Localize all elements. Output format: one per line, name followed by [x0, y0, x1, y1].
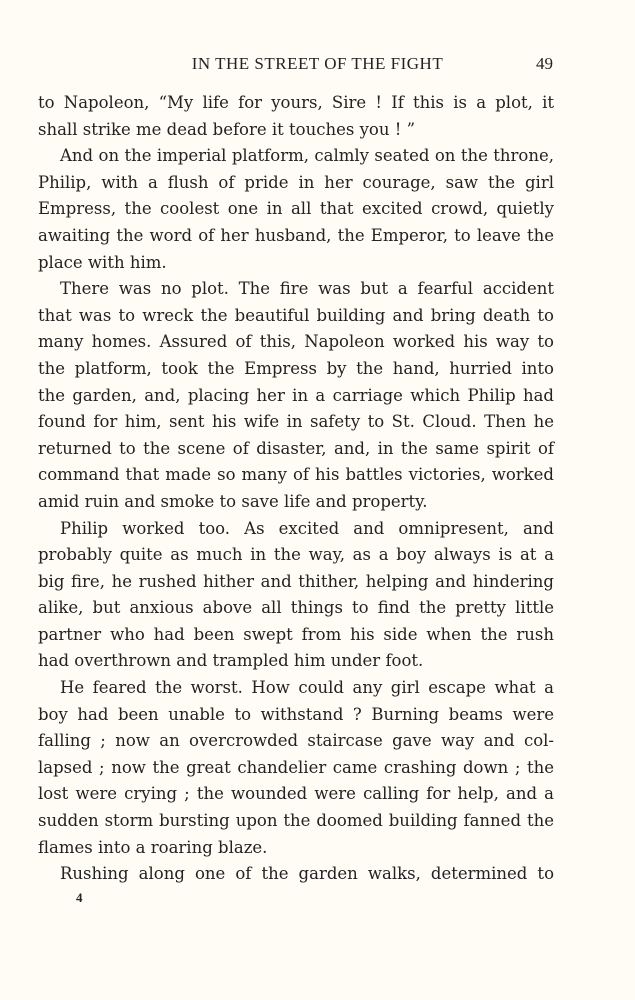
text-line: amid ruin and smoke to save life and property. — [38, 491, 428, 511]
text-line: flames into a roaring blaze. — [38, 837, 268, 857]
signature-mark: 4 — [76, 890, 83, 905]
text-line: found for him, sent his wife in safety to St. Cloud. Then he — [38, 412, 554, 432]
text-line: probably quite as much in the way, as a boy always is at a — [38, 545, 554, 565]
text-line: And on the imperial platform, calmly seated on the throne, — [60, 146, 554, 166]
page-number: 49 — [536, 54, 553, 73]
running-head: IN THE STREET OF THE FIGHT — [191, 54, 444, 73]
text-line: falling ; now an overcrowded staircase gave way and col- — [38, 731, 554, 751]
text-line: lapsed ; now the great chandelier came crashing down ; the — [38, 757, 554, 777]
text-line: shall strike me dead before it touches you ! ” — [38, 119, 416, 139]
text-line: Philip worked too. As excited and omnipresent, and — [60, 518, 554, 538]
text-line: the platform, took the Empress by the hand, hurried into — [38, 358, 554, 378]
text-line: to Napoleon, “My life for yours, Sire ! If this is a plot, it — [38, 93, 554, 112]
text-line: partner who had been swept from his side when the rush — [38, 624, 554, 644]
text-line: returned to the scene of disaster, and, in the same spirit of — [38, 438, 554, 458]
text-line: boy had been unable to withstand ? Burning beams were — [38, 704, 554, 724]
text-line: He feared the worst. How could any girl escape what a — [60, 678, 554, 698]
text-line: that was to wreck the beautiful building and bring death to — [38, 305, 554, 325]
text-line: the garden, and, placing her in a carriage which Philip had — [38, 385, 554, 405]
text-line: command that made so many of his battles victories, worked — [38, 465, 554, 485]
text-line: many homes. Assured of this, Napoleon worked his way to — [38, 332, 554, 352]
text-line: awaiting the word of her husband, the Emperor, to leave the — [38, 225, 554, 245]
body-text — [38, 90, 554, 888]
text-line: lost were crying ; the wounded were calling for help, and a — [38, 784, 554, 804]
text-line: Philip, with a flush of pride in her courage, saw the girl — [38, 172, 554, 192]
text-line: had overthrown and trampled him under foot. — [38, 651, 424, 671]
text-line: sudden storm bursting upon the doomed building fanned the — [38, 811, 554, 831]
text-line: big fire, he rushed hither and thither, helping and hindering — [38, 571, 554, 591]
text-line: Rushing along one of the garden walks, determined to — [60, 864, 554, 884]
text-line: alike, but anxious above all things to find the pretty little — [38, 598, 554, 618]
page-header — [0, 50, 635, 78]
text-line: place with him. — [38, 252, 167, 272]
text-line: Empress, the coolest one in all that excited crowd, quietly — [38, 199, 554, 219]
text-line: There was no plot. The fire was but a fearful accident — [60, 279, 554, 299]
